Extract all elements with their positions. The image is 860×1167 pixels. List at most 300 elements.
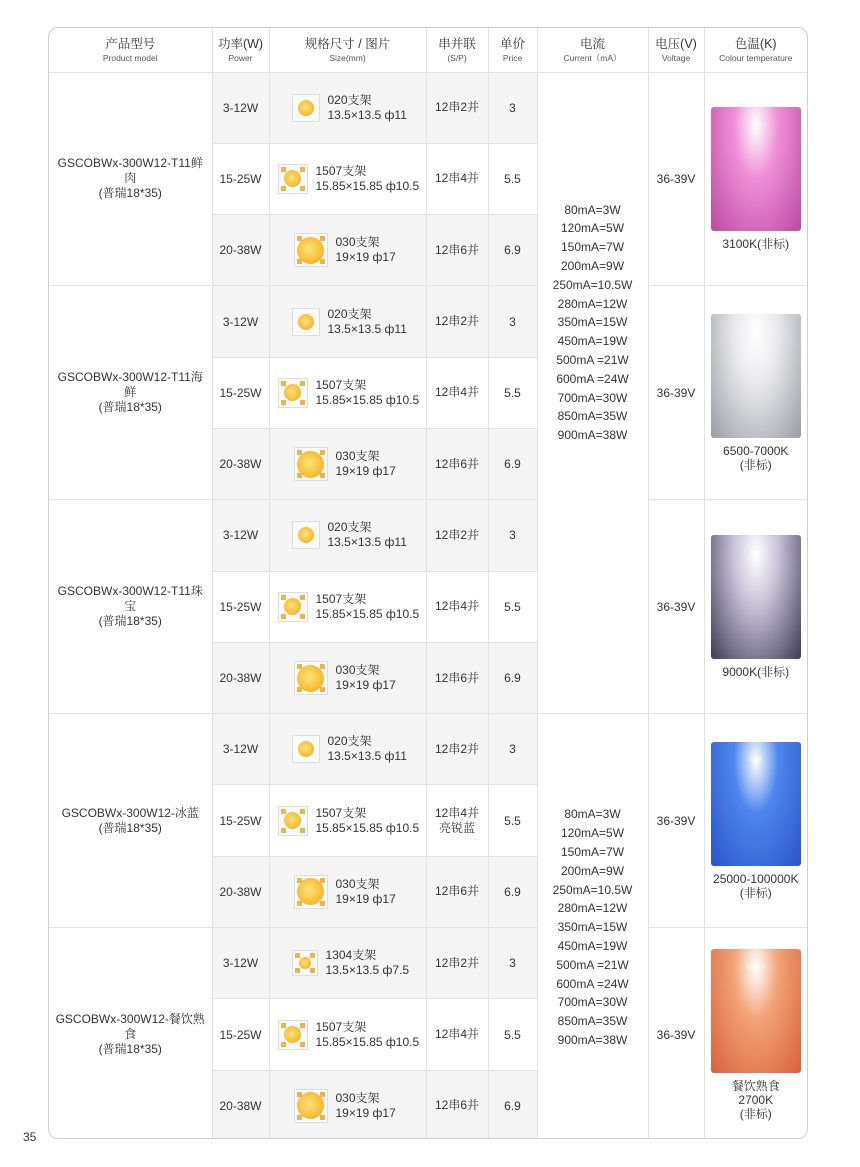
chip-pad xyxy=(297,1092,302,1097)
size-cell xyxy=(269,856,426,927)
cob-chip-icon xyxy=(294,1089,328,1123)
chip-pad xyxy=(320,901,325,906)
temp-line: 餐饮熟食 xyxy=(731,1078,780,1093)
chip-pad xyxy=(295,968,300,973)
size-line: 15.85×15.85 ф10.5 xyxy=(315,1034,420,1049)
size-wrap xyxy=(270,806,426,836)
sp-cell xyxy=(426,571,488,642)
current-item: 80mA=3W xyxy=(564,202,621,217)
current-item: 900mA=38W xyxy=(557,1032,628,1047)
sp-cell xyxy=(426,428,488,499)
power-cell: 15-25W xyxy=(212,357,269,428)
chip-pad xyxy=(281,614,286,619)
size-text xyxy=(316,806,420,836)
chip-pad xyxy=(300,828,305,833)
temp-cell xyxy=(704,714,807,928)
cob-chip-icon xyxy=(294,447,328,481)
size-cell xyxy=(269,785,426,856)
header-row xyxy=(49,28,807,72)
table-row xyxy=(49,286,807,357)
temp-line: 9000K(非标) xyxy=(722,664,790,679)
price-cell: 3 xyxy=(488,928,537,999)
sp-line: 12串6并 xyxy=(434,456,480,471)
product-model-text: GSCOBWx-300W12-餐饮熟食 xyxy=(55,1012,205,1041)
current-item: 600mA =24W xyxy=(556,976,629,991)
size-wrap xyxy=(270,592,426,622)
size-text xyxy=(328,734,407,764)
price-cell: 6.9 xyxy=(488,642,537,713)
sp-cell xyxy=(426,215,488,286)
price-cell: 5.5 xyxy=(488,785,537,856)
scene-photo-caption: 冰蓝色 xyxy=(748,756,764,763)
size-wrap xyxy=(270,734,426,764)
chip-pad xyxy=(281,595,286,600)
temp-line: 25000-100000K xyxy=(713,871,799,886)
current-item: 500mA =21W xyxy=(556,957,629,972)
scene-photo xyxy=(711,107,801,231)
sp-line: 12串6并 xyxy=(434,884,480,899)
voltage-cell: 36-39V xyxy=(648,500,704,714)
scene-photo xyxy=(711,314,801,438)
size-cell xyxy=(269,357,426,428)
current-item: 120mA=5W xyxy=(560,221,625,236)
chip-emitter xyxy=(284,812,301,829)
power-cell: 15-25W xyxy=(212,999,269,1070)
size-cell xyxy=(269,1070,426,1139)
temp-line: 3100K(非标) xyxy=(722,236,790,251)
chip-pad xyxy=(297,259,302,264)
chip-pad xyxy=(320,664,325,669)
voltage-cell: 36-39V xyxy=(648,286,704,500)
size-wrap xyxy=(270,93,426,123)
scene-photo xyxy=(711,742,801,866)
temp-cell xyxy=(704,286,807,500)
current-cell xyxy=(537,714,648,1139)
temp-line: (非标) xyxy=(739,1106,772,1121)
size-text xyxy=(336,1091,396,1121)
chip-pad xyxy=(300,1023,305,1028)
chip-pad xyxy=(300,595,305,600)
sp-line: 12串2并 xyxy=(434,955,480,970)
chip-pad xyxy=(281,828,286,833)
cob-chip-icon xyxy=(292,94,320,122)
current-item: 450mA=19W xyxy=(557,334,628,349)
chip-pad xyxy=(300,381,305,386)
sp-line: 12串6并 xyxy=(434,670,480,685)
power-cell: 15-25W xyxy=(212,785,269,856)
size-cell xyxy=(269,571,426,642)
size-line: 13.5×13.5 ф7.5 xyxy=(325,963,410,978)
product-model-cell xyxy=(49,72,212,286)
color-temperature-label xyxy=(705,872,808,900)
size-text xyxy=(328,307,407,337)
size-text xyxy=(336,449,396,479)
product-model-cell xyxy=(49,500,212,714)
size-line: 020支架 xyxy=(327,734,372,749)
size-line: 15.85×15.85 ф10.5 xyxy=(315,392,420,407)
size-text xyxy=(316,592,420,622)
chip-pad xyxy=(300,1042,305,1047)
table-row xyxy=(49,928,807,999)
product-model-text: (普瑞18*35) xyxy=(98,400,162,415)
scene-photo-caption: 海鲜 xyxy=(750,328,761,335)
sp-cell xyxy=(426,714,488,785)
chip-pad xyxy=(300,809,305,814)
product-model-text: (普瑞18*35) xyxy=(98,186,162,201)
size-text xyxy=(328,93,407,123)
header-power: 功率(W) Power xyxy=(212,28,269,72)
size-text xyxy=(326,948,410,978)
chip-emitter xyxy=(284,170,301,187)
temp-line: (非标) xyxy=(739,885,772,900)
temp-line: (非标) xyxy=(739,457,772,472)
current-item: 850mA=35W xyxy=(557,409,628,424)
power-cell: 3-12W xyxy=(212,928,269,999)
current-item: 450mA=19W xyxy=(557,938,628,953)
table-row xyxy=(49,500,807,571)
size-line: 020支架 xyxy=(327,306,372,321)
cob-chip-icon xyxy=(292,735,320,763)
product-model-cell xyxy=(49,714,212,928)
product-model-cell xyxy=(49,928,212,1139)
color-temperature-label xyxy=(705,237,808,251)
temp-line: 2700K xyxy=(738,1092,774,1107)
header-model: 产品型号 Product model xyxy=(49,28,212,72)
sp-line: 12串4并 xyxy=(434,385,480,400)
size-line: 13.5×13.5 ф11 xyxy=(327,749,407,764)
page-number: 35 xyxy=(23,1130,37,1144)
chip-pad xyxy=(281,400,286,405)
chip-pad xyxy=(320,1115,325,1120)
cob-chip-icon xyxy=(292,950,318,976)
current-item: 850mA=35W xyxy=(557,1014,628,1029)
price-cell: 6.9 xyxy=(488,428,537,499)
current-item: 600mA =24W xyxy=(556,371,629,386)
power-cell: 15-25W xyxy=(212,571,269,642)
sp-cell xyxy=(426,1070,488,1139)
size-text xyxy=(336,877,396,907)
size-wrap xyxy=(270,164,426,194)
scene-photo xyxy=(711,535,801,659)
cob-chip-icon xyxy=(294,661,328,695)
size-line: 15.85×15.85 ф10.5 xyxy=(315,606,420,621)
current-item: 280mA=12W xyxy=(557,296,628,311)
size-line: 030支架 xyxy=(335,449,380,464)
size-line: 19×19 ф17 xyxy=(335,464,396,479)
chip-pad xyxy=(281,1042,286,1047)
chip-pad xyxy=(300,186,305,191)
current-item: 250mA=10.5W xyxy=(552,882,633,897)
sp-line: 12串6并 xyxy=(434,1098,480,1113)
sp-cell xyxy=(426,928,488,999)
product-model-text: GSCOBWx-300W12-T11海鲜 xyxy=(57,370,203,400)
size-line: 19×19 ф17 xyxy=(335,250,396,265)
voltage-cell: 36-39V xyxy=(648,928,704,1139)
scene-photo-caption: 鲜肉 xyxy=(750,121,761,128)
product-model-text: (普瑞18*35) xyxy=(98,614,162,629)
temp-cell xyxy=(704,500,807,714)
size-line: 19×19 ф17 xyxy=(335,1105,396,1120)
cob-chip-icon xyxy=(278,1020,308,1050)
power-cell: 3-12W xyxy=(212,286,269,357)
table-row xyxy=(49,714,807,785)
chip-pad xyxy=(281,186,286,191)
price-cell: 5.5 xyxy=(488,999,537,1070)
power-cell: 3-12W xyxy=(212,714,269,785)
current-item: 150mA=7W xyxy=(560,844,625,859)
size-line: 19×19 ф17 xyxy=(335,891,396,906)
chip-pad xyxy=(281,809,286,814)
chip-pad xyxy=(310,953,315,958)
temp-cell xyxy=(704,72,807,286)
size-line: 1507支架 xyxy=(315,805,367,820)
chip-pad xyxy=(297,664,302,669)
sp-line: 12串4并 xyxy=(434,599,480,614)
power-cell: 20-38W xyxy=(212,642,269,713)
color-temperature-label xyxy=(705,1079,808,1121)
power-cell: 20-38W xyxy=(212,1070,269,1139)
chip-pad xyxy=(300,400,305,405)
chip-pad xyxy=(300,167,305,172)
cob-chip-icon xyxy=(292,308,320,336)
chip-emitter xyxy=(284,384,301,401)
price-cell: 3 xyxy=(488,72,537,143)
size-text xyxy=(316,378,420,408)
size-wrap xyxy=(270,1089,426,1123)
chip-emitter xyxy=(298,741,314,757)
chip-pad xyxy=(297,878,302,883)
header-current: 电流 Current（mA） xyxy=(537,28,648,72)
size-line: 13.5×13.5 ф11 xyxy=(327,107,407,122)
chip-pad xyxy=(297,1115,302,1120)
size-text xyxy=(336,235,396,265)
size-line: 030支架 xyxy=(335,235,380,250)
size-line: 1507支架 xyxy=(315,591,367,606)
sp-cell xyxy=(426,785,488,856)
power-cell: 3-12W xyxy=(212,72,269,143)
scene-photo-caption: 珠宝 xyxy=(750,549,761,556)
power-cell: 3-12W xyxy=(212,500,269,571)
price-cell: 6.9 xyxy=(488,856,537,927)
chip-pad xyxy=(300,614,305,619)
product-model-text: (普瑞18*35) xyxy=(98,820,162,835)
size-cell xyxy=(269,286,426,357)
size-wrap xyxy=(270,520,426,550)
color-temperature-label xyxy=(705,444,808,472)
current-item: 80mA=3W xyxy=(564,807,621,822)
header-size: 规格尺寸 / 图片 Size(mm) xyxy=(269,28,426,72)
current-list xyxy=(538,805,648,1049)
temp-line: 6500-7000K xyxy=(723,443,789,458)
size-line: 1304支架 xyxy=(325,948,377,963)
cob-chip-icon xyxy=(294,875,328,909)
chip-pad xyxy=(320,450,325,455)
size-cell xyxy=(269,500,426,571)
cob-chip-icon xyxy=(278,806,308,836)
product-table xyxy=(49,28,807,1139)
sp-cell xyxy=(426,500,488,571)
price-cell: 5.5 xyxy=(488,143,537,214)
current-item: 150mA=7W xyxy=(560,240,625,255)
power-cell: 20-38W xyxy=(212,428,269,499)
scene-photo-caption: 餐饮熟食 xyxy=(745,963,766,970)
size-cell xyxy=(269,143,426,214)
size-line: 1507支架 xyxy=(315,377,367,392)
size-wrap xyxy=(270,875,426,909)
size-line: 020支架 xyxy=(327,520,372,535)
size-wrap xyxy=(270,1020,426,1050)
chip-emitter xyxy=(298,100,314,116)
chip-pad xyxy=(297,473,302,478)
price-cell: 5.5 xyxy=(488,357,537,428)
sp-line: 12串6并 xyxy=(434,242,480,257)
table-body xyxy=(49,72,807,1139)
header-sp: 串并联 (S/P) xyxy=(426,28,488,72)
chip-pad xyxy=(320,878,325,883)
size-wrap xyxy=(270,378,426,408)
sp-cell xyxy=(426,856,488,927)
sp-line: 12串2并 xyxy=(434,100,480,115)
sp-line: 12串2并 xyxy=(434,741,480,756)
chip-emitter xyxy=(298,527,314,543)
size-cell xyxy=(269,215,426,286)
size-line: 030支架 xyxy=(335,1090,380,1105)
cob-chip-icon xyxy=(278,378,308,408)
chip-pad xyxy=(295,953,300,958)
chip-pad xyxy=(297,687,302,692)
sp-cell xyxy=(426,286,488,357)
size-line: 030支架 xyxy=(335,663,380,678)
size-text xyxy=(316,164,420,194)
chip-emitter xyxy=(284,598,301,615)
size-wrap xyxy=(270,233,426,267)
size-wrap xyxy=(270,447,426,481)
size-wrap xyxy=(270,661,426,695)
header-temp: 色温(K) Colour temperature xyxy=(704,28,807,72)
sp-cell xyxy=(426,72,488,143)
size-line: 020支架 xyxy=(327,92,372,107)
size-cell xyxy=(269,714,426,785)
current-item: 350mA=15W xyxy=(557,920,628,935)
size-cell xyxy=(269,999,426,1070)
sp-line: 12串4并 xyxy=(434,1027,480,1041)
sp-cell xyxy=(426,143,488,214)
size-wrap xyxy=(270,307,426,337)
sp-line: 12串4并 xyxy=(434,805,480,820)
chip-pad xyxy=(281,167,286,172)
price-cell: 6.9 xyxy=(488,1070,537,1139)
chip-pad xyxy=(297,450,302,455)
current-list xyxy=(538,201,648,445)
size-line: 13.5×13.5 ф11 xyxy=(327,535,407,550)
temp-cell xyxy=(704,928,807,1139)
size-text xyxy=(336,663,396,693)
current-item: 500mA =21W xyxy=(556,353,629,368)
product-model-text: GSCOBWx-300W12-冰蓝 xyxy=(61,805,199,820)
price-cell: 3 xyxy=(488,714,537,785)
power-cell: 20-38W xyxy=(212,215,269,286)
current-item: 900mA=38W xyxy=(557,428,628,443)
power-cell: 20-38W xyxy=(212,856,269,927)
current-item: 700mA=30W xyxy=(557,995,628,1010)
chip-pad xyxy=(320,1092,325,1097)
chip-pad xyxy=(297,901,302,906)
chip-pad xyxy=(320,473,325,478)
voltage-cell: 36-39V xyxy=(648,72,704,286)
size-line: 13.5×13.5 ф11 xyxy=(327,321,407,336)
product-model-text: GSCOBWx-300W12-T11鲜肉 xyxy=(57,156,203,186)
sp-cell xyxy=(426,357,488,428)
price-cell: 3 xyxy=(488,500,537,571)
chip-pad xyxy=(320,236,325,241)
product-table-frame xyxy=(48,27,808,1139)
price-cell: 3 xyxy=(488,286,537,357)
size-line: 15.85×15.85 ф10.5 xyxy=(315,178,420,193)
cob-chip-icon xyxy=(292,521,320,549)
header-voltage: 电压(V) Voltage xyxy=(648,28,704,72)
size-line: 030支架 xyxy=(335,876,380,891)
product-model-cell xyxy=(49,286,212,500)
size-cell xyxy=(269,72,426,143)
product-model-text: GSCOBWx-300W12-T11珠宝 xyxy=(57,584,203,614)
voltage-cell: 36-39V xyxy=(648,714,704,928)
size-wrap xyxy=(270,948,426,978)
product-model-text: (普瑞18*35) xyxy=(98,1042,162,1056)
size-line: 15.85×15.85 ф10.5 xyxy=(315,820,420,835)
current-item: 200mA=9W xyxy=(560,259,625,274)
size-cell xyxy=(269,642,426,713)
sp-line: 亮锐蓝 xyxy=(438,820,475,835)
current-item: 200mA=9W xyxy=(560,863,625,878)
sp-line: 12串4并 xyxy=(434,171,480,186)
size-line: 19×19 ф17 xyxy=(335,678,396,693)
current-cell xyxy=(537,72,648,714)
price-cell: 5.5 xyxy=(488,571,537,642)
chip-pad xyxy=(281,381,286,386)
color-temperature-label xyxy=(705,665,808,679)
chip-pad xyxy=(310,968,315,973)
current-item: 350mA=15W xyxy=(557,315,628,330)
chip-emitter xyxy=(284,1026,301,1043)
chip-pad xyxy=(297,236,302,241)
sp-line: 12串2并 xyxy=(434,314,480,329)
size-line: 1507支架 xyxy=(315,163,367,178)
size-cell xyxy=(269,428,426,499)
size-text xyxy=(316,1020,420,1050)
table-row xyxy=(49,72,807,143)
price-cell: 6.9 xyxy=(488,215,537,286)
chip-emitter xyxy=(298,314,314,330)
power-cell: 15-25W xyxy=(212,143,269,214)
sp-cell xyxy=(426,642,488,713)
size-text xyxy=(328,520,407,550)
cob-chip-icon xyxy=(278,164,308,194)
current-item: 120mA=5W xyxy=(560,826,625,841)
size-cell xyxy=(269,928,426,999)
chip-pad xyxy=(320,259,325,264)
sp-line: 12串2并 xyxy=(434,527,480,542)
current-item: 250mA=10.5W xyxy=(552,277,633,292)
chip-pad xyxy=(281,1023,286,1028)
current-item: 700mA=30W xyxy=(557,390,628,405)
size-line: 1507支架 xyxy=(315,1019,367,1034)
cob-chip-icon xyxy=(294,233,328,267)
chip-pad xyxy=(320,687,325,692)
header-price: 单价 Price xyxy=(488,28,537,72)
scene-photo xyxy=(711,949,801,1073)
current-item: 280mA=12W xyxy=(557,901,628,916)
cob-chip-icon xyxy=(278,592,308,622)
